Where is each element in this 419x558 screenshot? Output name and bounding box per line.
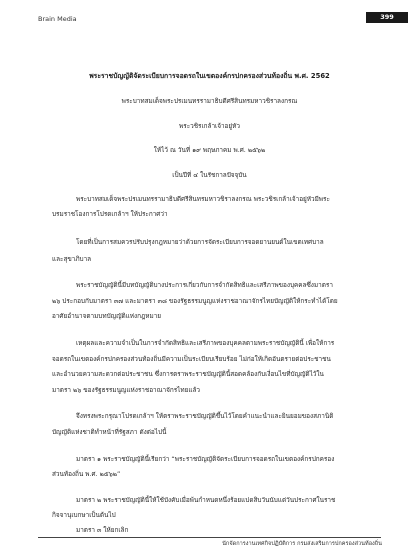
document-title: พระราชบัญญัติจัดระเบียบการจอดรถในเขตองค์กรปกครองส่วนท้องถิ่น พ.ศ. 2562	[89, 72, 330, 80]
paragraph-line: โดยที่เป็นการสมควรปรับปรุงกฎหมายว่าด้วยการจัดระเบียบการจอดยานยนต์ในเขตเทศบาล	[76, 238, 324, 246]
paragraph-line: มาตรา ๒๖ ของรัฐธรรมนูญแห่งราชอาณาจักรไทยแล้ว	[52, 386, 200, 394]
paragraph-line: และอำนวยความสะดวกต่อประชาชน ซึ่งการตราพระราชบัญญัตินี้สอดคล้องกับเงื่อนไขที่บัญญัติไว้ใน	[52, 370, 324, 378]
paragraph-line: พระราชบัญญัตินี้มีบทบัญญัติบางประการเกี่ยวกับการจำกัดสิทธิและเสรีภาพของบุคคลซึ่งมาตรา	[76, 281, 333, 289]
paragraph-line: บัญญัติแห่งชาติทำหน้าที่รัฐสภา ดังต่อไปนี้	[52, 428, 167, 436]
paragraph-line: อาศัยอำนาจตามบทบัญญัติแห่งกฎหมาย	[52, 312, 162, 320]
page-header-brand: Brain Media	[38, 15, 77, 23]
paragraph-line: กิจจานุเบกษาเป็นต้นไป	[52, 511, 116, 519]
paragraph-line: ส่วนท้องถิ่น พ.ศ. ๒๕๖๒”	[52, 470, 121, 478]
paragraph-line: มาตรา ๓ ให้ยกเลิก	[76, 526, 129, 534]
paragraph-line: บรมราชโองการโปรดเกล้าฯ ให้ประกาศว่า	[52, 210, 168, 218]
paragraph-line: มาตรา ๑ พระราชบัญญัตินี้เรียกว่า “พระราชบัญญัติจัดระเบียบการจอดรถในเขตองค์กรปกครอง	[76, 455, 335, 463]
royal-title: พระวชิรเกล้าเจ้าอยู่หัว	[179, 122, 240, 130]
page-number-badge: 399	[366, 12, 408, 23]
footer-text: นักจัดการงานเทศกิจปฏิบัติการ กรมส่งเสริมการปกครองส่วนท้องถิ่น	[222, 541, 382, 547]
paragraph-line: เหตุผลและความจำเป็นในการจำกัดสิทธิและเสรีภาพของบุคคลตามพระราชบัญญัตินี้ เพื่อให้การ	[76, 339, 335, 347]
paragraph-line: พระบาทสมเด็จพระปรเมนทรรามาธิบดีศรีสินทรมหาวชิราลงกรณ พระวชิรเกล้าเจ้าอยู่หัวมีพระ	[76, 195, 330, 203]
reign-year: เป็นปีที่ ๔ ในรัชกาลปัจจุบัน	[172, 171, 247, 179]
paragraph-line: มาตรา ๒ พระราชบัญญัตินี้ให้ใช้บังคับเมื่อพ้นกำหนดหนึ่งร้อยแปดสิบวันนับแต่วันประกาศในราช	[76, 496, 336, 504]
royal-name: พระบาทสมเด็จพระปรเมนทรรามาธิบดีศรีสินทรมหาวชิราลงกรณ	[121, 97, 298, 105]
paragraph-line: จึงทรงพระกรุณาโปรดเกล้าฯ ให้ตราพระราชบัญญัติขึ้นไว้โดยคำแนะนำและยินยอมของสภานิติ	[76, 412, 334, 420]
paragraph-line: และสุขาภิบาล	[52, 255, 92, 263]
paragraph-line: จอดรถในเขตองค์กรปกครองส่วนท้องถิ่นมีความเป็นระเบียบเรียบร้อย ไม่ก่อให้เกิดอันตรายต่อประชาชน	[52, 355, 331, 363]
paragraph-line: ๒๖ ประกอบกับมาตรา ๓๗ และมาตรา ๓๘ ของรัฐธรรมนูญแห่งราชอาณาจักรไทยบัญญัติให้กระทำได้โดย	[52, 297, 338, 305]
footer-divider	[38, 537, 381, 538]
given-date: ให้ไว้ ณ วันที่ ๑๙ พฤษภาคม พ.ศ. ๒๕๖๒	[153, 146, 266, 154]
